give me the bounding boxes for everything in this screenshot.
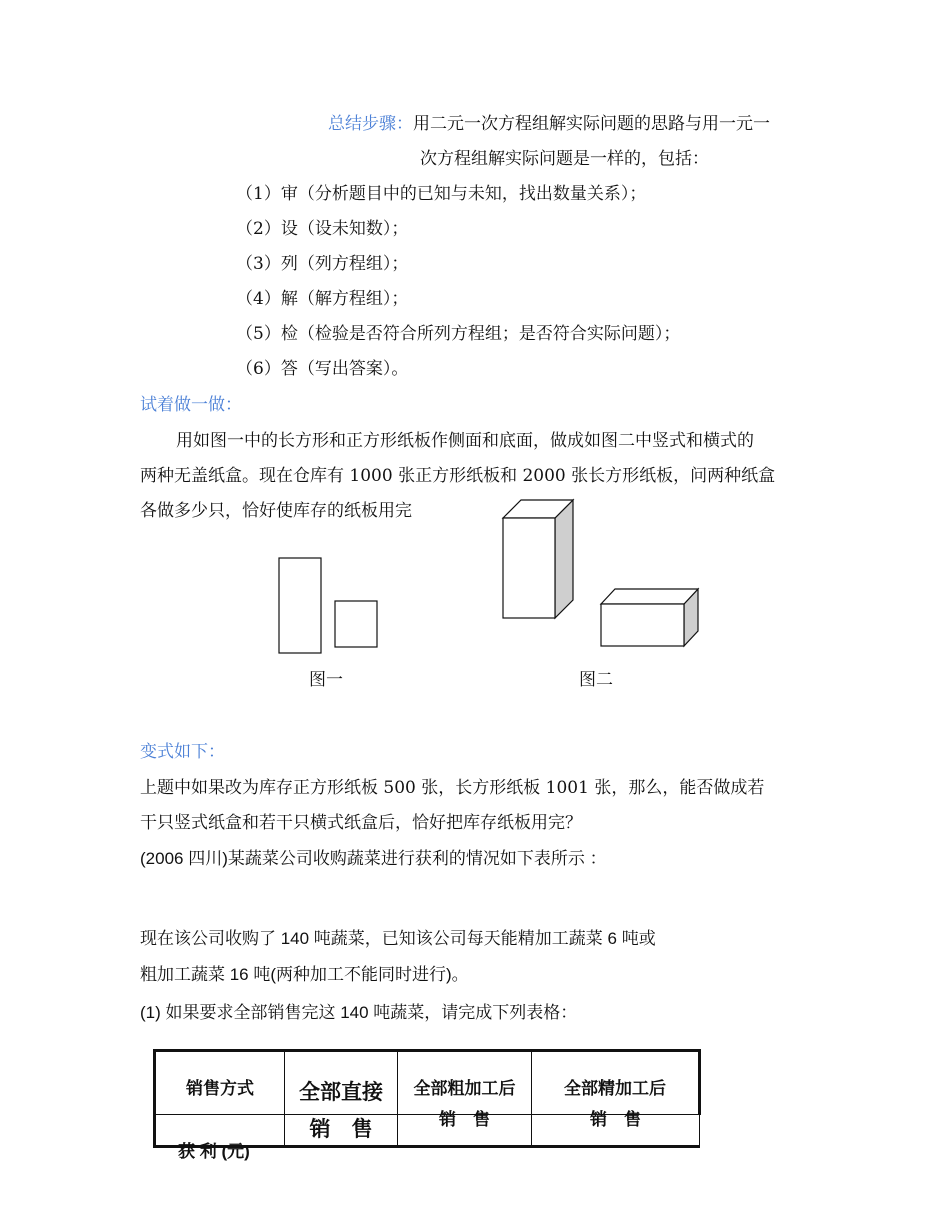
step-3: （3）列（列方程组）； (236, 254, 409, 274)
variant-title: 变式如下： (140, 742, 225, 762)
header-rough-processing: 全部粗加工后 (398, 1051, 532, 1115)
problem-line-1: 现在该公司收购了 140 吨蔬菜，已知该公司每天能精加工蔬菜 6 吨或 (140, 929, 656, 948)
try-line-2: 两种无盖纸盒。现在仓库有 1000 张正方形纸板和 2000 张长方形纸板，问两种纸盒 (140, 466, 776, 486)
summary-text-1: 用二元一次方程组解实际问题的思路与用一元一 (413, 114, 770, 134)
step-4: （4）解（解方程组）； (236, 289, 409, 309)
vertical-box-front (503, 518, 555, 618)
figure-one-caption: 图一 (309, 670, 343, 690)
header-direct-sale: 全部直接 (285, 1051, 398, 1115)
question-1: (1) 如果要求全部销售完这 140 吨蔬菜，请完成下列表格： (140, 1003, 578, 1022)
rough-processing-profit-cell: 销 售 (398, 1115, 532, 1147)
fine-processing-profit-cell: 销 售 (532, 1115, 700, 1147)
direct-sale-profit-cell: 销 售 (285, 1115, 398, 1147)
step-6: （6）答（写出答案）。 (236, 359, 409, 379)
step-1: （1）审（分析题目中的已知与未知，找出数量关系）； (236, 184, 647, 204)
try-line-3: 各做多少只，恰好使库存的纸板用完 (140, 501, 412, 521)
problem-line-2: 粗加工蔬菜 16 吨(两种加工不能同时进行)。 (140, 965, 469, 984)
variant-line-2: 干只竖式纸盒和若干只横式纸盒后，恰好把库存纸板用完？ (140, 813, 582, 833)
summary-label: 总结步骤： (328, 114, 413, 134)
table-row (155, 1115, 700, 1147)
rectangle-board (279, 558, 321, 653)
figure-two (503, 500, 698, 646)
square-board (335, 601, 377, 647)
summary-text-2: 次方程组解实际问题是一样的，包括： (420, 149, 709, 169)
try-line-1: 用如图一中的长方形和正方形纸板作侧面和底面，做成如图二中竖式和横式的 (176, 431, 754, 451)
header-fine-processing: 全部精加工后 (532, 1051, 700, 1115)
variant-line-1: 上题中如果改为库存正方形纸板 500 张，长方形纸板 1001 张，那么，能否做成若 (140, 778, 765, 798)
header-sales-method: 销售方式 (155, 1051, 285, 1115)
horizontal-box-front (601, 604, 684, 646)
profit-label-cell: 获 利 (元) (155, 1115, 285, 1147)
try-title: 试着做一做： (140, 395, 242, 415)
vertical-box-side (555, 500, 573, 618)
figure-two-caption: 图二 (579, 670, 613, 690)
step-2: （2）设（设未知数）； (236, 219, 409, 239)
sales-table (153, 1049, 701, 1161)
problem-intro: (2006 四川)某蔬菜公司收购蔬菜进行获利的情况如下表所示 ： (140, 849, 607, 868)
step-5: （5）检（检验是否符合所列方程组；是否符合实际问题）； (236, 324, 681, 344)
horizontal-box-top (601, 589, 698, 604)
figure-one (279, 558, 377, 653)
